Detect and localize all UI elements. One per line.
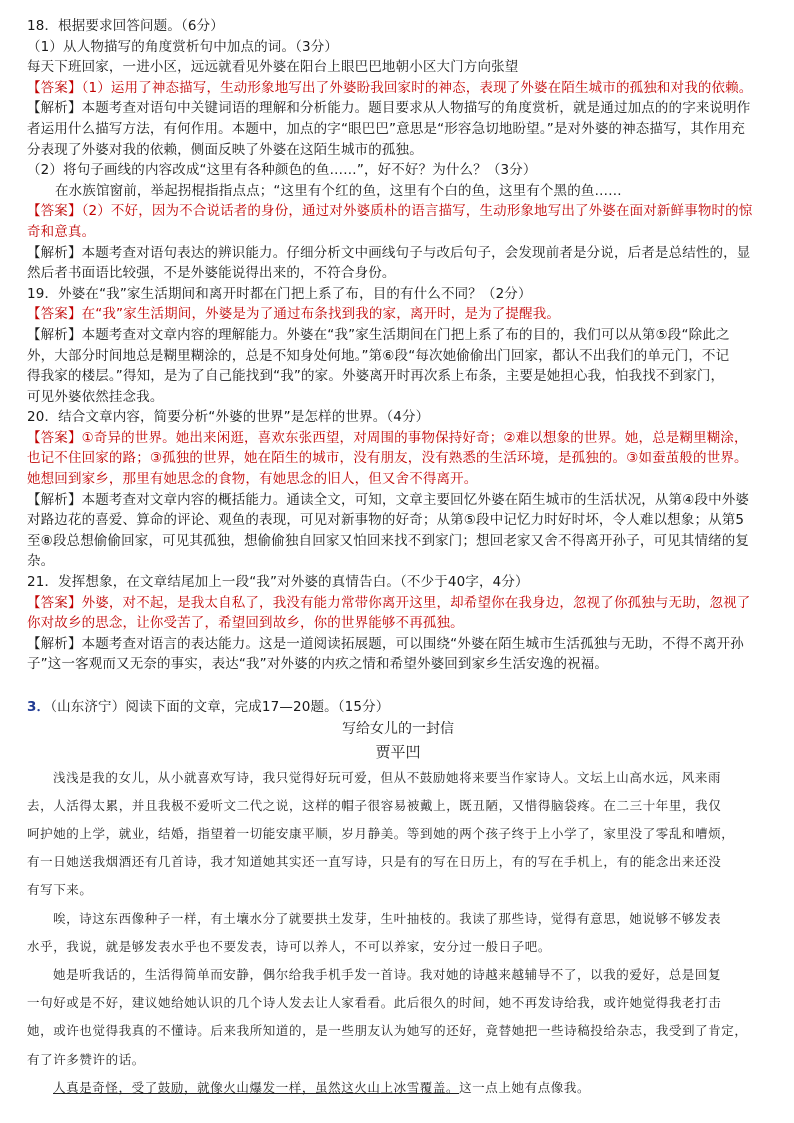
analysis-19 xyxy=(27,325,769,346)
analysis-line: 对路边花的喜爱、算命的评论、观鱼的表现，可见对新事物的好奇；从第⑤段中记忆力时好时坏，令人难以想象；从第5 xyxy=(27,512,745,529)
analysis-line: 分表现了外婆对我的依赖，侧面反映了外婆在这陌生城市的孤独。 xyxy=(27,141,423,158)
analysis-line: 可见外婆依然挂念我。 xyxy=(27,388,164,405)
article-title: 写给女儿的一封信 xyxy=(342,720,454,737)
analysis-20 xyxy=(27,490,769,511)
analysis-18-2 xyxy=(27,243,769,264)
analysis-line: 外，大部分时间地总是糊里糊涂的，总是不知身处何地。”第⑥段“每次她偷偷出门回家，都认不出我们的单元门，不记 xyxy=(27,347,730,364)
answer-18-1 xyxy=(27,78,769,99)
section-3-header xyxy=(27,697,769,718)
answer-tag: 【答案】 xyxy=(27,306,82,323)
question-18-header: 18．根据要求回答问题。（6分） xyxy=(27,18,224,34)
question-18-sentence: 每天下班回家，一进小区，远远就看见外婆在阳台上眼巴巴地朝小区大门方向张望 xyxy=(27,59,519,76)
question-18-sub1: （1）从人物描写的角度赏析句中加点的词。（3分） xyxy=(27,38,339,55)
article-author: 贾平凹 xyxy=(375,742,421,761)
underlined-sentence: 人真是奇怪，受了鼓励，就像火山爆发一样，虽然这火山上冰雪覆盖。 xyxy=(53,1079,460,1095)
document-page xyxy=(27,16,769,1102)
answer-18-2 xyxy=(27,201,769,222)
question-21-header: 21．发挥想象，在文章结尾加上一段“我”对外婆的真情告白。（不少于40字，4分） xyxy=(27,574,529,591)
answer-20 xyxy=(27,428,769,449)
sentence: 这一点上她有点像我。 xyxy=(459,1079,591,1095)
answer-text: 外婆，对不起，是我太自私了，我没有能力常带你离开这里，却希望你在我身边，忽视了你孤独与无助，忽视了 xyxy=(81,594,751,611)
question-18-quote: 在水族馆窗前，举起拐棍指指点点；“这里有个红的鱼，这里有个白的鱼，这里有个黑的鱼…… xyxy=(55,182,622,199)
article-paragraph: 她是听我话的，生活得简单而安静，偶尔给我手机手发一首诗。我对她的诗越来越辅导不了，以我的爱好，总是回复 xyxy=(53,967,722,983)
answer-21 xyxy=(27,593,769,614)
analysis-text: 本题考查对语言的表达能力。这是一道阅读拓展题，可以围绕“外婆在陌生城市生活孤独与无助，不得不离开孙 xyxy=(81,635,744,652)
answer-text: 在“我”家生活期间，外婆是为了通过布条找到我的家，离开时，是为了提醒我。 xyxy=(81,306,560,323)
analysis-text: 本题考查对文章内容的概括能力。通读全文，可知，文章主要回忆外婆在陌生城市的生活状况，从第④段中外婆 xyxy=(81,491,750,508)
article-line: 有了许多赞许的话。 xyxy=(27,1051,145,1067)
article-paragraph: 唉，诗这东西像种子一样，有土壤水分了就要拱土发芽，生叶抽枝的。我读了那些诗，觉得有意思，她说够不够发表 xyxy=(53,910,722,926)
article-line: 一句好或是不好，建议她给她认识的几个诗人发去让人家看看。此后很久的时间，她不再发诗给我，或许她觉得我老打击 xyxy=(27,995,722,1011)
question-19-header: 19．外婆在“我”家生活期间和离开时都在门把上系了布，目的有什么不同？（2分） xyxy=(27,285,532,302)
analysis-line: 者运用什么描写方法，有何作用。本题中，加点的字“眼巴巴”意思是“形容急切地盼望。”是对外婆的神态描写，其作用充 xyxy=(27,120,745,137)
article-line: 去，人活得太累，并且我极不爱听文二代之说，这样的帽子很容易被戴上，既丑陋，又惜得脑袋疼。在二三十年里，我仅 xyxy=(27,797,722,813)
analysis-21 xyxy=(27,634,769,655)
question-20-header: 20．结合文章内容，简要分析“外婆的世界”是怎样的世界。（4分） xyxy=(27,409,430,426)
analysis-line: 子”这一客观而又无奈的事实，表达“我”对外婆的内疚之情和希望外婆回到家乡生活安逸的祝福。 xyxy=(27,656,609,673)
analysis-text: 本题考查对文章内容的理解能力。外婆在“我”家生活期间在门把上系了布的目的，我们可以从第⑤段“除此之 xyxy=(81,326,730,343)
answer-text: （2）不好，因为不合说话者的身份，通过对外婆质朴的语言描写，生动形象地写出了外婆在面对新鲜事物时的惊 xyxy=(81,203,753,220)
analysis-line: 杂。 xyxy=(27,553,55,570)
answer-line: 奇和意真。 xyxy=(27,223,96,240)
analysis-line: 然后者书面语比较强，不是外婆能说得出来的，不符合身份。 xyxy=(27,265,396,282)
answer-line: 她想回到家乡，那里有她思念的食物，有她思念的旧人，但又舍不得离开。 xyxy=(27,471,478,488)
analysis-line: 至⑧段总想偷偷回家，可见其孤独，想偷偷独自回家又怕回来找不到家门；想回老家又舍不得离开孙子，可见其情绪的复 xyxy=(27,532,750,549)
answer-tag: 【答案】 xyxy=(27,429,82,446)
article-line: 有写下来。 xyxy=(27,882,93,898)
section-header-text: （山东济宁）阅读下面的文章，完成17—20题。（15分） xyxy=(50,699,390,715)
answer-text: （1）运用了神态描写，生动形象地写出了外婆盼我回家时的神态，表现了外婆在陌生城市的孤独和对我的依赖。 xyxy=(81,79,753,96)
answer-line: 也记不住回家的路；③孤独的世界，她在陌生的城市，没有朋友，没有熟悉的生活环境，是孤独的。③如蚕茧般的世界。 xyxy=(27,450,748,467)
answer-19 xyxy=(27,304,769,325)
analysis-tag: 【解析】 xyxy=(27,326,82,343)
question-18-sub2: （2）将句子画线的内容改成“这里有各种颜色的鱼……”，好不好？为什么？（3分） xyxy=(27,162,537,179)
analysis-text: 本题考查对语句表达的辨识能力。仔细分析文中画线句子与改后句子，会发现前者是分说，后者是总结性的，显 xyxy=(81,244,751,261)
article-line: 水乎，我说，就是够发表水乎也不要发表，诗可以养人，不可以养家，安分过一般日子吧。 xyxy=(27,938,552,954)
analysis-18-1 xyxy=(27,98,769,119)
analysis-tag: 【解析】 xyxy=(27,635,82,652)
article-line: 有一日她送我烟酒还有几首诗，我才知道她其实还一直写诗，只是有的写在日历上，有的写在手机上，有的能念出来还没 xyxy=(27,854,722,870)
analysis-tag: 【解析】 xyxy=(27,244,82,261)
analysis-text: 本题考查对语句中关键词语的理解和分析能力。题目要求从人物描写的角度赏析，就是通过加点的的字来说明作 xyxy=(81,100,751,117)
article-paragraph: 浅浅是我的女儿，从小就喜欢写诗，我只觉得好玩可爱，但从不鼓励她将来要当作家诗人。文坛上山高水远，风来雨 xyxy=(53,769,722,785)
spacer xyxy=(27,675,769,693)
article-paragraph xyxy=(27,1074,769,1102)
section-number: 3． xyxy=(27,699,51,715)
analysis-tag: 【解析】 xyxy=(27,491,82,508)
answer-tag: 【答案】 xyxy=(27,594,82,611)
analysis-tag: 【解析】 xyxy=(27,100,82,117)
answer-text: ①奇异的世界。她出来闲逛，喜欢东张西望，对周围的事物保持好奇；②难以想象的世界。她，总是糊里糊涂， xyxy=(81,429,748,446)
article-line: 她，或许也觉得我真的不懂诗。后来我所知道的，是一些朋友认为她写的还好，竟替她把一些诗稿投给杂志，我受到了肯定， xyxy=(27,1023,748,1039)
article-line: 呵护她的上学，就业，结婚，指望着一切能安康平顺，岁月静美。等到她的两个孩子终于上小学了，家里没了零乱和嘈烦， xyxy=(27,826,735,841)
analysis-line: 得我家的楼层。”得知，是为了自己能找到“我”的家。外婆离开时再次系上布条，主要是她担心我，怕我找不到家门， xyxy=(27,368,725,385)
answer-line: 你对故乡的思念，让你受苦了，希望回到故乡，你的世界能够不再孤独。 xyxy=(27,615,464,632)
answer-tag: 【答案】 xyxy=(27,203,82,220)
answer-tag: 【答案】 xyxy=(27,79,82,96)
